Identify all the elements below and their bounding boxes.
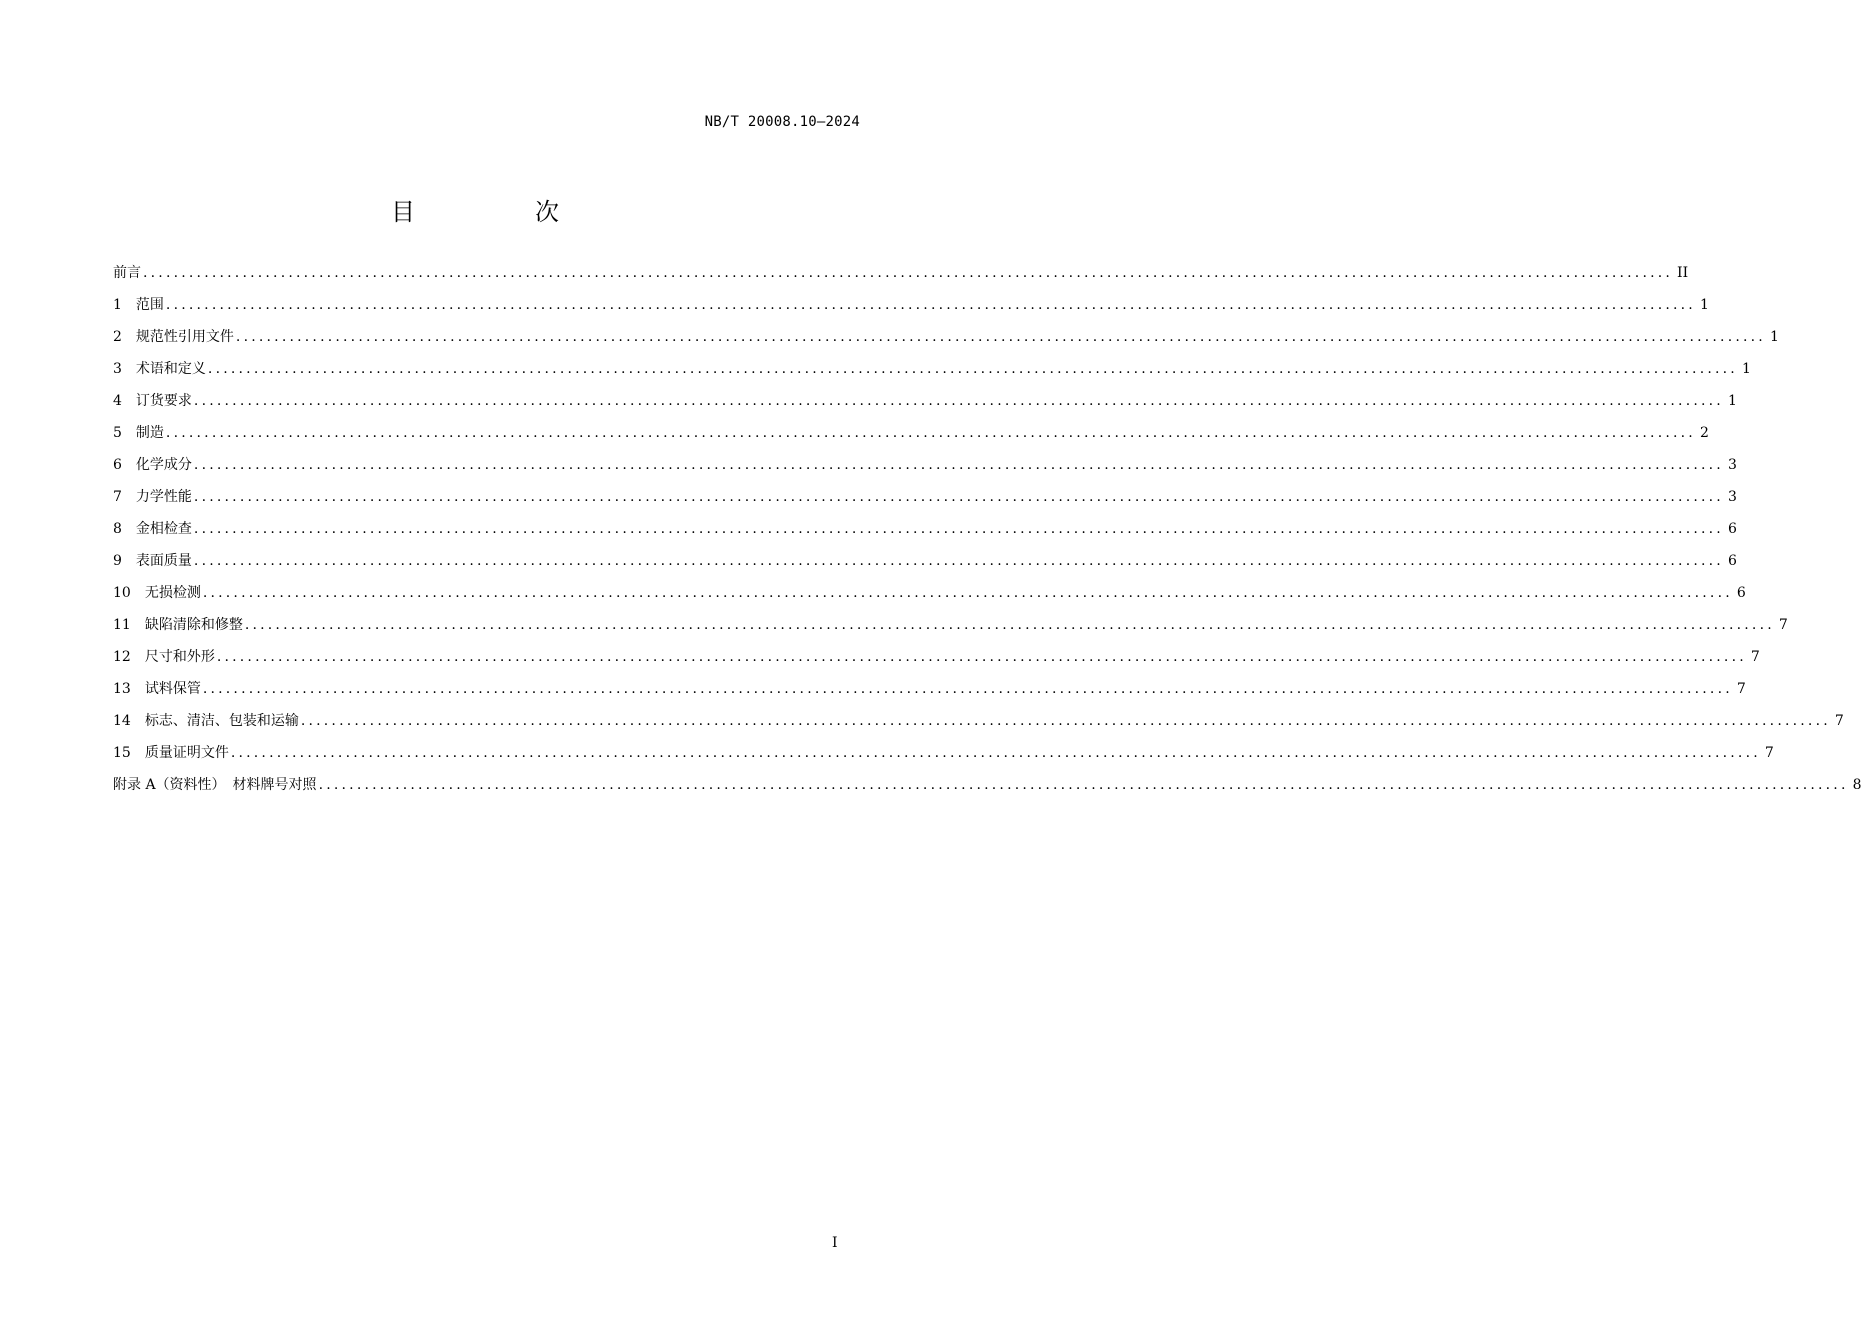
toc-entry-number: 10 xyxy=(113,585,131,601)
toc-entry-label: 质量证明文件 xyxy=(144,745,229,761)
toc-entry-14[interactable] xyxy=(113,711,1844,743)
dot-leader: ........................................................................................................................................................................................................ xyxy=(143,265,1674,281)
toc-entry-label: 表面质量 xyxy=(135,553,192,569)
toc-entry-number: 5 xyxy=(113,425,122,441)
toc-entry-page: 7 xyxy=(1750,649,1760,665)
toc-entry-label: 术语和定义 xyxy=(135,361,206,377)
toc-entry-8[interactable] xyxy=(113,519,1737,551)
toc-entry-number: 1 xyxy=(113,297,122,313)
toc-entry-number: 15 xyxy=(113,745,131,761)
toc-entry-number: 6 xyxy=(113,457,122,473)
toc-entry-7[interactable] xyxy=(113,487,1737,519)
toc-entry-15[interactable] xyxy=(113,743,1774,775)
dot-leader: ........................................................................................................................................................................................................ xyxy=(165,297,1696,313)
toc-entry-page: 8 xyxy=(1852,777,1862,793)
page-title: 目 次 xyxy=(391,198,607,226)
toc-entry-page: 3 xyxy=(1727,457,1737,473)
toc-entry-11[interactable] xyxy=(113,615,1788,647)
dot-leader: ........................................................................................................................................................................................................ xyxy=(193,553,1724,569)
toc-entry-12[interactable] xyxy=(113,647,1760,679)
toc-entry-number: 11 xyxy=(113,617,131,633)
dot-leader: ........................................................................................................................................................................................................ xyxy=(193,521,1724,537)
toc-entry-3[interactable] xyxy=(113,359,1751,391)
toc-entry-number: 14 xyxy=(113,713,131,729)
toc-entry-number: 12 xyxy=(113,649,131,665)
document-code: NB/T 20008.10—2024 xyxy=(704,114,860,130)
toc-entry-number: 8 xyxy=(113,521,122,537)
dot-leader: ........................................................................................................................................................................................................ xyxy=(235,329,1766,345)
dot-leader: ........................................................................................................................................................................................................ xyxy=(230,745,1761,761)
toc-entry-number: 4 xyxy=(113,393,122,409)
toc-entry-label: 金相检查 xyxy=(135,521,192,537)
toc-entry-page: 1 xyxy=(1699,297,1709,313)
dot-leader: ........................................................................................................................................................................................................ xyxy=(165,425,1696,441)
toc-entry-page: 7 xyxy=(1778,617,1788,633)
toc-entry-6[interactable] xyxy=(113,455,1737,487)
dot-leader: ........................................................................................................................................................................................................ xyxy=(300,713,1831,729)
toc-entry-label: 无损检测 xyxy=(144,585,201,601)
toc-entry-page: 1 xyxy=(1741,361,1751,377)
dot-leader: ........................................................................................................................................................................................................ xyxy=(202,681,1733,697)
toc-entry-page: 6 xyxy=(1727,521,1737,537)
toc-entry-number: 7 xyxy=(113,489,122,505)
toc-entry-label: 前言 xyxy=(113,265,141,281)
toc-entry-label: 缺陷清除和修整 xyxy=(144,617,243,633)
toc-entry-number: 3 xyxy=(113,361,122,377)
toc-entry-label: 范围 xyxy=(135,297,164,313)
toc-entry-page: 7 xyxy=(1834,713,1844,729)
toc-entry-label: 化学成分 xyxy=(135,457,192,473)
toc-entry-label: 标志、清洁、包装和运输 xyxy=(144,713,299,729)
table-of-contents xyxy=(113,263,1862,807)
dot-leader: ........................................................................................................................................................................................................ xyxy=(193,489,1724,505)
toc-entry-appendix-a[interactable] xyxy=(113,775,1862,807)
toc-entry-page: 7 xyxy=(1764,745,1774,761)
dot-leader: ........................................................................................................................................................................................................ xyxy=(318,777,1849,793)
toc-entry-1[interactable] xyxy=(113,295,1709,327)
toc-entry-2[interactable] xyxy=(113,327,1779,359)
toc-entry-label: 制造 xyxy=(135,425,164,441)
toc-entry-page: 6 xyxy=(1736,585,1746,601)
dot-leader: ........................................................................................................................................................................................................ xyxy=(216,649,1747,665)
toc-entry-4[interactable] xyxy=(113,391,1737,423)
toc-entry-page: 1 xyxy=(1769,329,1779,345)
toc-entry-label: 附录 A（资料性） 材料牌号对照 xyxy=(113,777,317,793)
toc-entry-page: II xyxy=(1677,265,1689,281)
toc-entry-preface[interactable] xyxy=(113,263,1689,295)
dot-leader: ........................................................................................................................................................................................................ xyxy=(202,585,1733,601)
toc-entry-page: 1 xyxy=(1727,393,1737,409)
toc-entry-13[interactable] xyxy=(113,679,1746,711)
toc-entry-page: 7 xyxy=(1736,681,1746,697)
toc-entry-number: 9 xyxy=(113,553,122,569)
dot-leader: ........................................................................................................................................................................................................ xyxy=(244,617,1775,633)
toc-entry-10[interactable] xyxy=(113,583,1746,615)
page-number: I xyxy=(832,1235,838,1251)
toc-entry-number: 13 xyxy=(113,681,131,697)
toc-entry-label: 尺寸和外形 xyxy=(144,649,215,665)
dot-leader: ........................................................................................................................................................................................................ xyxy=(193,457,1724,473)
dot-leader: ........................................................................................................................................................................................................ xyxy=(207,361,1738,377)
toc-entry-5[interactable] xyxy=(113,423,1709,455)
toc-entry-page: 3 xyxy=(1727,489,1737,505)
toc-entry-page: 6 xyxy=(1727,553,1737,569)
toc-entry-label: 规范性引用文件 xyxy=(135,329,234,345)
dot-leader: ........................................................................................................................................................................................................ xyxy=(193,393,1724,409)
toc-entry-9[interactable] xyxy=(113,551,1737,583)
toc-entry-label: 订货要求 xyxy=(135,393,192,409)
toc-entry-page: 2 xyxy=(1699,425,1709,441)
toc-entry-number: 2 xyxy=(113,329,122,345)
toc-entry-label: 试料保管 xyxy=(144,681,201,697)
toc-entry-label: 力学性能 xyxy=(135,489,192,505)
